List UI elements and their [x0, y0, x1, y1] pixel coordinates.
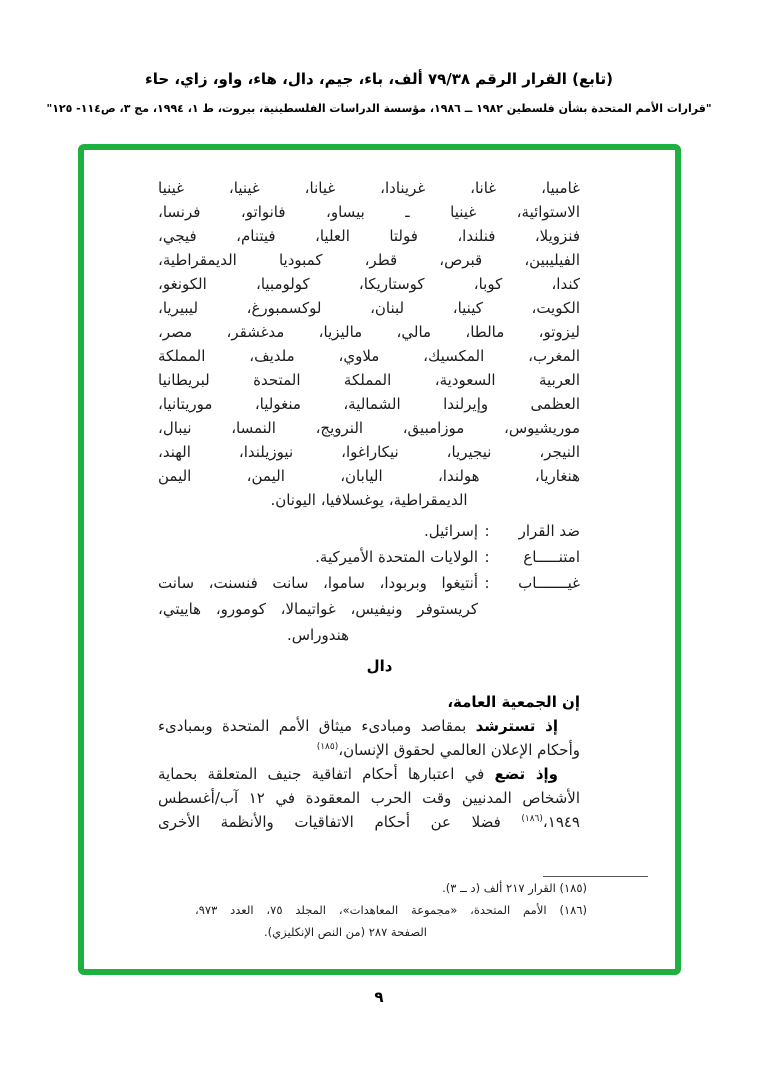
resolution-title: (تابع) القرار الرقم ٧٩/٣٨ ألف، باء، جيم، دال، هاء، واو، زاي، حاء — [145, 70, 613, 88]
countries-line: غامبيا، غانا، غرينادا، غيانا، غينيا، غينيا — [158, 179, 580, 197]
countries-line: فنزويلا، فنلندا، فولتا العليا، فيتنام، فيجي، — [158, 227, 580, 245]
preamble-paragraph-2-line-2 — [158, 786, 580, 810]
colon-separator: : — [484, 548, 490, 566]
vote-abstain-label: امتنـــــاع — [523, 548, 580, 566]
countries-line-last: الديمقراطية، يوغسلافيا، اليونان. — [270, 491, 468, 509]
preamble — [158, 690, 580, 834]
preamble-text: ١٩٤٩، — [542, 813, 580, 831]
footnote-186-line-2: الصفحة ٢٨٧ (من النص الإنكليزي). — [264, 925, 427, 939]
footnote-ref-186: (١٨٦) — [521, 814, 543, 824]
countries-line: موريشيوس، موزامبيق، النرويج، النمسا، نيبال، — [158, 419, 580, 437]
vote-against-value: إسرائيل. — [423, 522, 478, 540]
preamble-text: وأحكام الإعلان العالمي لحقوق الإنسان، — [338, 741, 580, 759]
vote-against-label: ضد القرار — [518, 522, 580, 540]
vote-absent-continuation — [158, 596, 478, 648]
countries-line: ليزوتو، مالطا، مالي، ماليزيا، مدغشقر، مصر، — [158, 323, 580, 341]
countries-line: كندا، كوبا، كوستاريكا، كولومبيا، الكونغو، — [158, 275, 580, 293]
footnote-185: (١٨٥) القرار ٢١٧ ألف (د ــ ٣). — [442, 881, 587, 895]
vote-abstain-row — [158, 544, 580, 570]
footnote-ref-185: (١٨٥) — [316, 742, 339, 752]
vote-results — [158, 518, 580, 648]
footnote-186-line-1: (١٨٦) الأمم المتحدة، «مجموعة المعاهدات»، المجلد ٧٥، العدد ٩٧٣، — [195, 903, 587, 917]
preamble-paragraph-2-line-1 — [158, 762, 580, 786]
vote-against-row — [158, 518, 580, 544]
footnotes — [84, 876, 675, 943]
vote-absent-label: غيـــــــاب — [518, 574, 580, 592]
vote-absent-row — [158, 570, 580, 596]
countries-line: هنغاريا، هولندا، اليابان، اليمن، اليمن — [158, 467, 580, 485]
preamble-heading: إن الجمعية العامة، — [447, 693, 580, 711]
preamble-paragraph-1-line-2 — [158, 738, 580, 762]
preamble-text: بمقاصد ومبادىء ميثاق الأمم المتحدة وبمبادىء — [158, 717, 476, 735]
colon-separator: : — [484, 574, 490, 592]
preamble-paragraph-1-line-1 — [158, 714, 580, 738]
countries-line: الكويت، كينيا، لبنان، لوكسمبورغ، ليبيريا، — [158, 299, 580, 317]
vote-abstain-value: الولايات المتحدة الأميركية. — [315, 548, 478, 566]
preamble-text: فضلا عن أحكام الاتفاقيات والأنظمة الأخرى — [158, 813, 522, 831]
colon-separator: : — [484, 522, 490, 540]
vote-absent-value-line: أنتيغوا وبربودا، ساموا، سانت فنسنت، سانت — [158, 574, 478, 592]
countries-line: العربية السعودية، المملكة المتحدة لبريطانيا — [158, 371, 580, 389]
vote-absent-value-line: كريستوفر ونيفيس، غواتيمالا، كومورو، هاييتي، — [158, 600, 478, 618]
preamble-text: في اعتبارها أحكام اتفاقية جنيف المتعلقة بحماية — [158, 765, 495, 783]
preamble-lead-1: إذ تسترشد — [475, 717, 558, 735]
countries-line: النيجر، نيجيريا، نيكاراغوا، نيوزيلندا، الهند، — [158, 443, 580, 461]
source-citation: "قرارات الأمم المتحدة بشأن فلسطين ١٩٨٢ ــ ١٩٨٦، مؤسسة الدراسات الفلسطينية، بيروت، ط ١، ١٩٩٤، مج ٣، ص١١٤- ١٢٥" — [46, 102, 712, 115]
vote-absent-value-line: هندوراس. — [286, 626, 350, 644]
page-number: ٩ — [374, 988, 384, 1006]
countries-line: الفيليبين، قبرص، قطر، كمبوديا الديمقراطية، — [158, 251, 580, 269]
countries-list — [158, 176, 580, 512]
section-letter-dal: دال — [366, 657, 393, 675]
preamble-lead-2: وإذ تضع — [494, 765, 558, 783]
countries-line: العظمى وإيرلندا الشمالية، منغوليا، موريتانيا، — [158, 395, 580, 413]
green-highlight-box — [78, 144, 681, 975]
countries-line: المغرب، المكسيك، ملاوي، ملديف، المملكة — [158, 347, 580, 365]
preamble-text: الأشخاص المدنيين وقت الحرب المعقودة في ١٢ آب/أغسطس — [158, 789, 580, 807]
countries-line: الاستوائية، غينيا ـ بيساو، فانواتو، فرنسا، — [158, 203, 580, 221]
preamble-paragraph-2-line-3 — [158, 810, 580, 834]
